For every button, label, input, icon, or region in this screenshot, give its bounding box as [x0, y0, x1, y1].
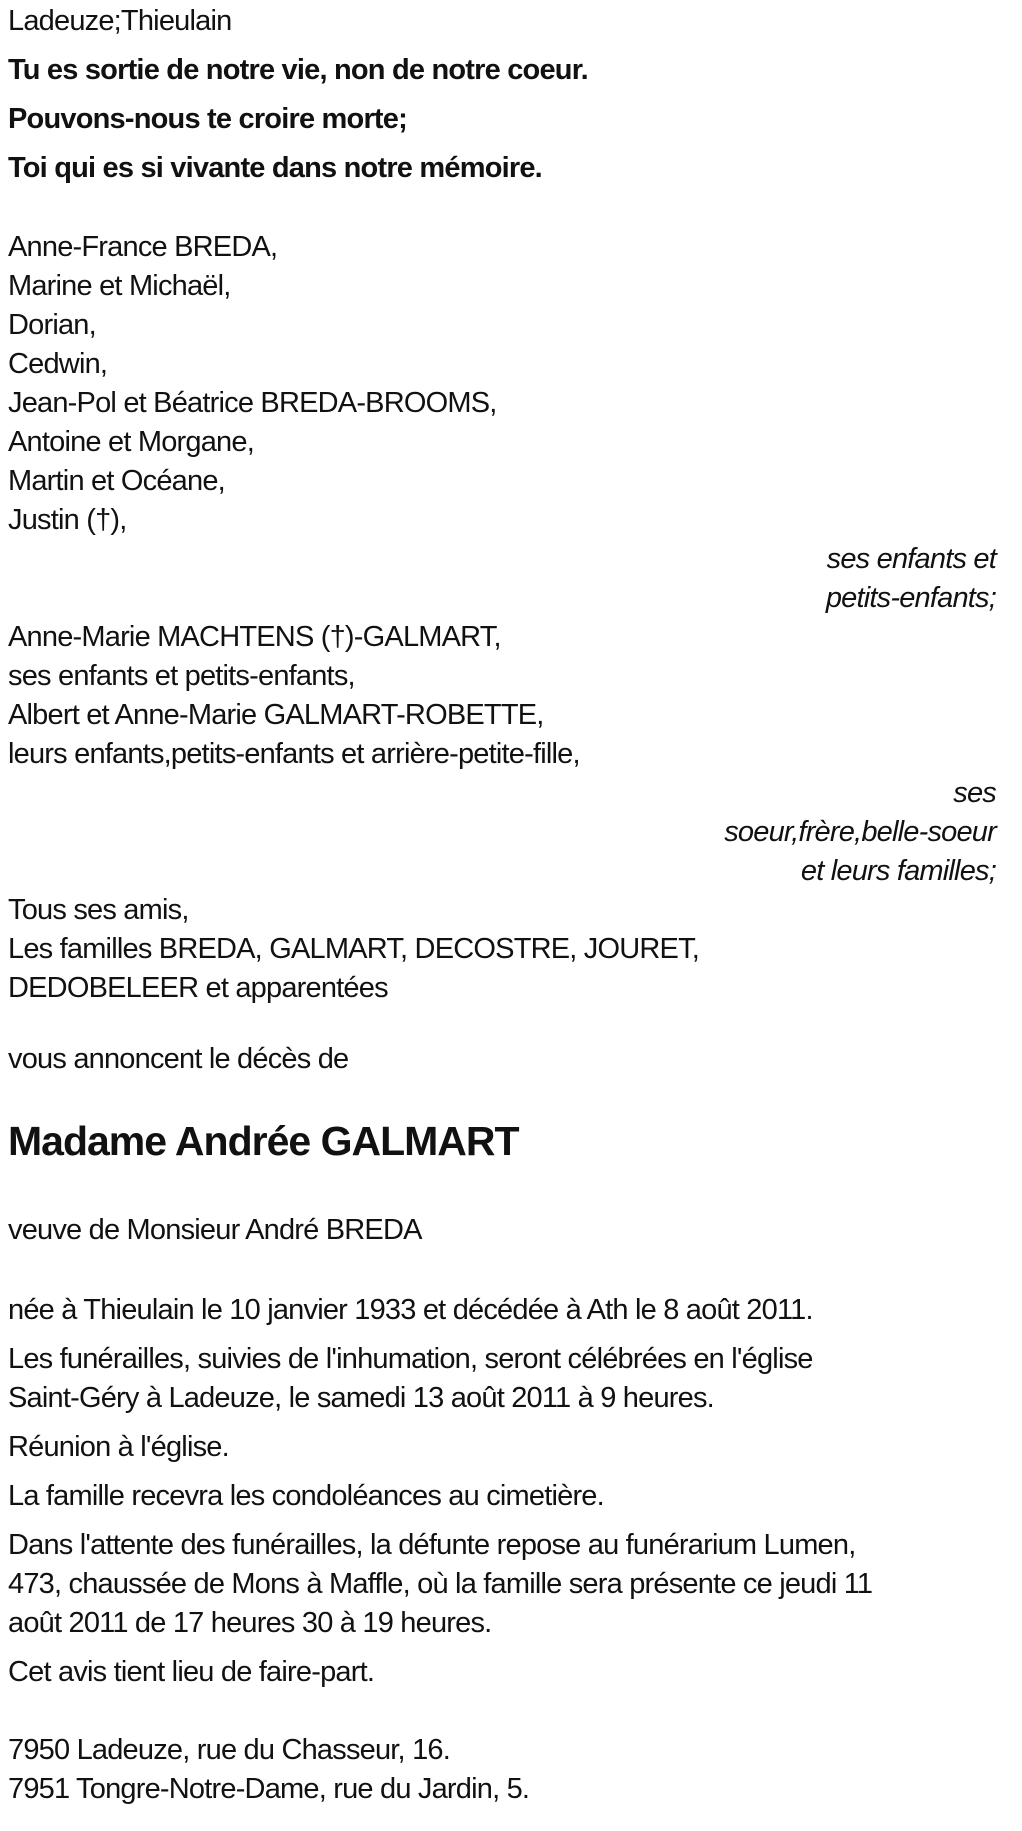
relation-note-siblings: et leurs familles; — [800, 855, 996, 887]
families-line-1: Les familles BREDA, GALMART, DECOSTRE, JOURET, — [8, 933, 700, 965]
announcement-line: vous annoncent le décès de — [8, 1043, 349, 1075]
repose-line-2: 473, chaussée de Mons à Maffle, où la famille sera présente ce jeudi 11 — [8, 1568, 873, 1600]
notice-statement-line: Cet avis tient lieu de faire-part. — [8, 1656, 375, 1688]
child-name: Jean-Pol et Béatrice BREDA-BROOMS, — [8, 387, 497, 419]
address-line-2: 7951 Tongre-Notre-Dame, rue du Jardin, 5. — [8, 1773, 530, 1805]
location-line: Ladeuze;Thieulain — [8, 5, 232, 37]
condolences-line: La famille recevra les condoléances au cimetière. — [8, 1480, 604, 1512]
epigraph-line-3: Toi qui es si vivante dans notre mémoire. — [8, 152, 542, 184]
child-name: Justin (†), — [8, 504, 127, 536]
life-dates-line: née à Thieulain le 10 janvier 1933 et décédée à Ath le 8 août 2011. — [8, 1294, 813, 1326]
relation-note-children: petits-enfants; — [825, 582, 996, 614]
child-name: Anne-France BREDA, — [8, 231, 278, 263]
funeral-line-1: Les funérailles, suivies de l'inhumation, seront célébrées en l'église — [8, 1343, 813, 1375]
meeting-line: Réunion à l'église. — [8, 1431, 229, 1463]
child-name: Antoine et Morgane, — [8, 426, 254, 458]
relation-note-children: ses enfants et — [826, 543, 996, 575]
sibling-name: Anne-Marie MACHTENS (†)-GALMART, — [8, 621, 501, 653]
child-name: Cedwin, — [8, 348, 108, 380]
relation-note-siblings: ses — [953, 777, 996, 809]
address-line-1: 7950 Ladeuze, rue du Chasseur, 16. — [8, 1734, 450, 1766]
families-line-2: DEDOBELEER et apparentées — [8, 972, 388, 1004]
epigraph-line-2: Pouvons-nous te croire morte; — [8, 103, 407, 135]
sibling-name: leurs enfants,petits-enfants et arrière-petite-fille, — [8, 738, 580, 770]
child-name: Marine et Michaël, — [8, 270, 231, 302]
child-name: Dorian, — [8, 309, 96, 341]
widow-of-line: veuve de Monsieur André BREDA — [8, 1214, 422, 1246]
funeral-line-2: Saint-Géry à Ladeuze, le samedi 13 août 2011 à 9 heures. — [8, 1382, 714, 1414]
friends-line: Tous ses amis, — [8, 894, 189, 926]
relation-note-siblings: soeur,frère,belle-soeur — [724, 816, 996, 848]
repose-line-1: Dans l'attente des funérailles, la défunte repose au funérarium Lumen, — [8, 1529, 856, 1561]
deceased-name-heading: Madame Andrée GALMART — [8, 1118, 519, 1164]
sibling-name: ses enfants et petits-enfants, — [8, 660, 355, 692]
repose-line-3: août 2011 de 17 heures 30 à 19 heures. — [8, 1607, 492, 1639]
epigraph-line-1: Tu es sortie de notre vie, non de notre coeur. — [8, 54, 588, 86]
sibling-name: Albert et Anne-Marie GALMART-ROBETTE, — [8, 699, 544, 731]
child-name: Martin et Océane, — [8, 465, 225, 497]
